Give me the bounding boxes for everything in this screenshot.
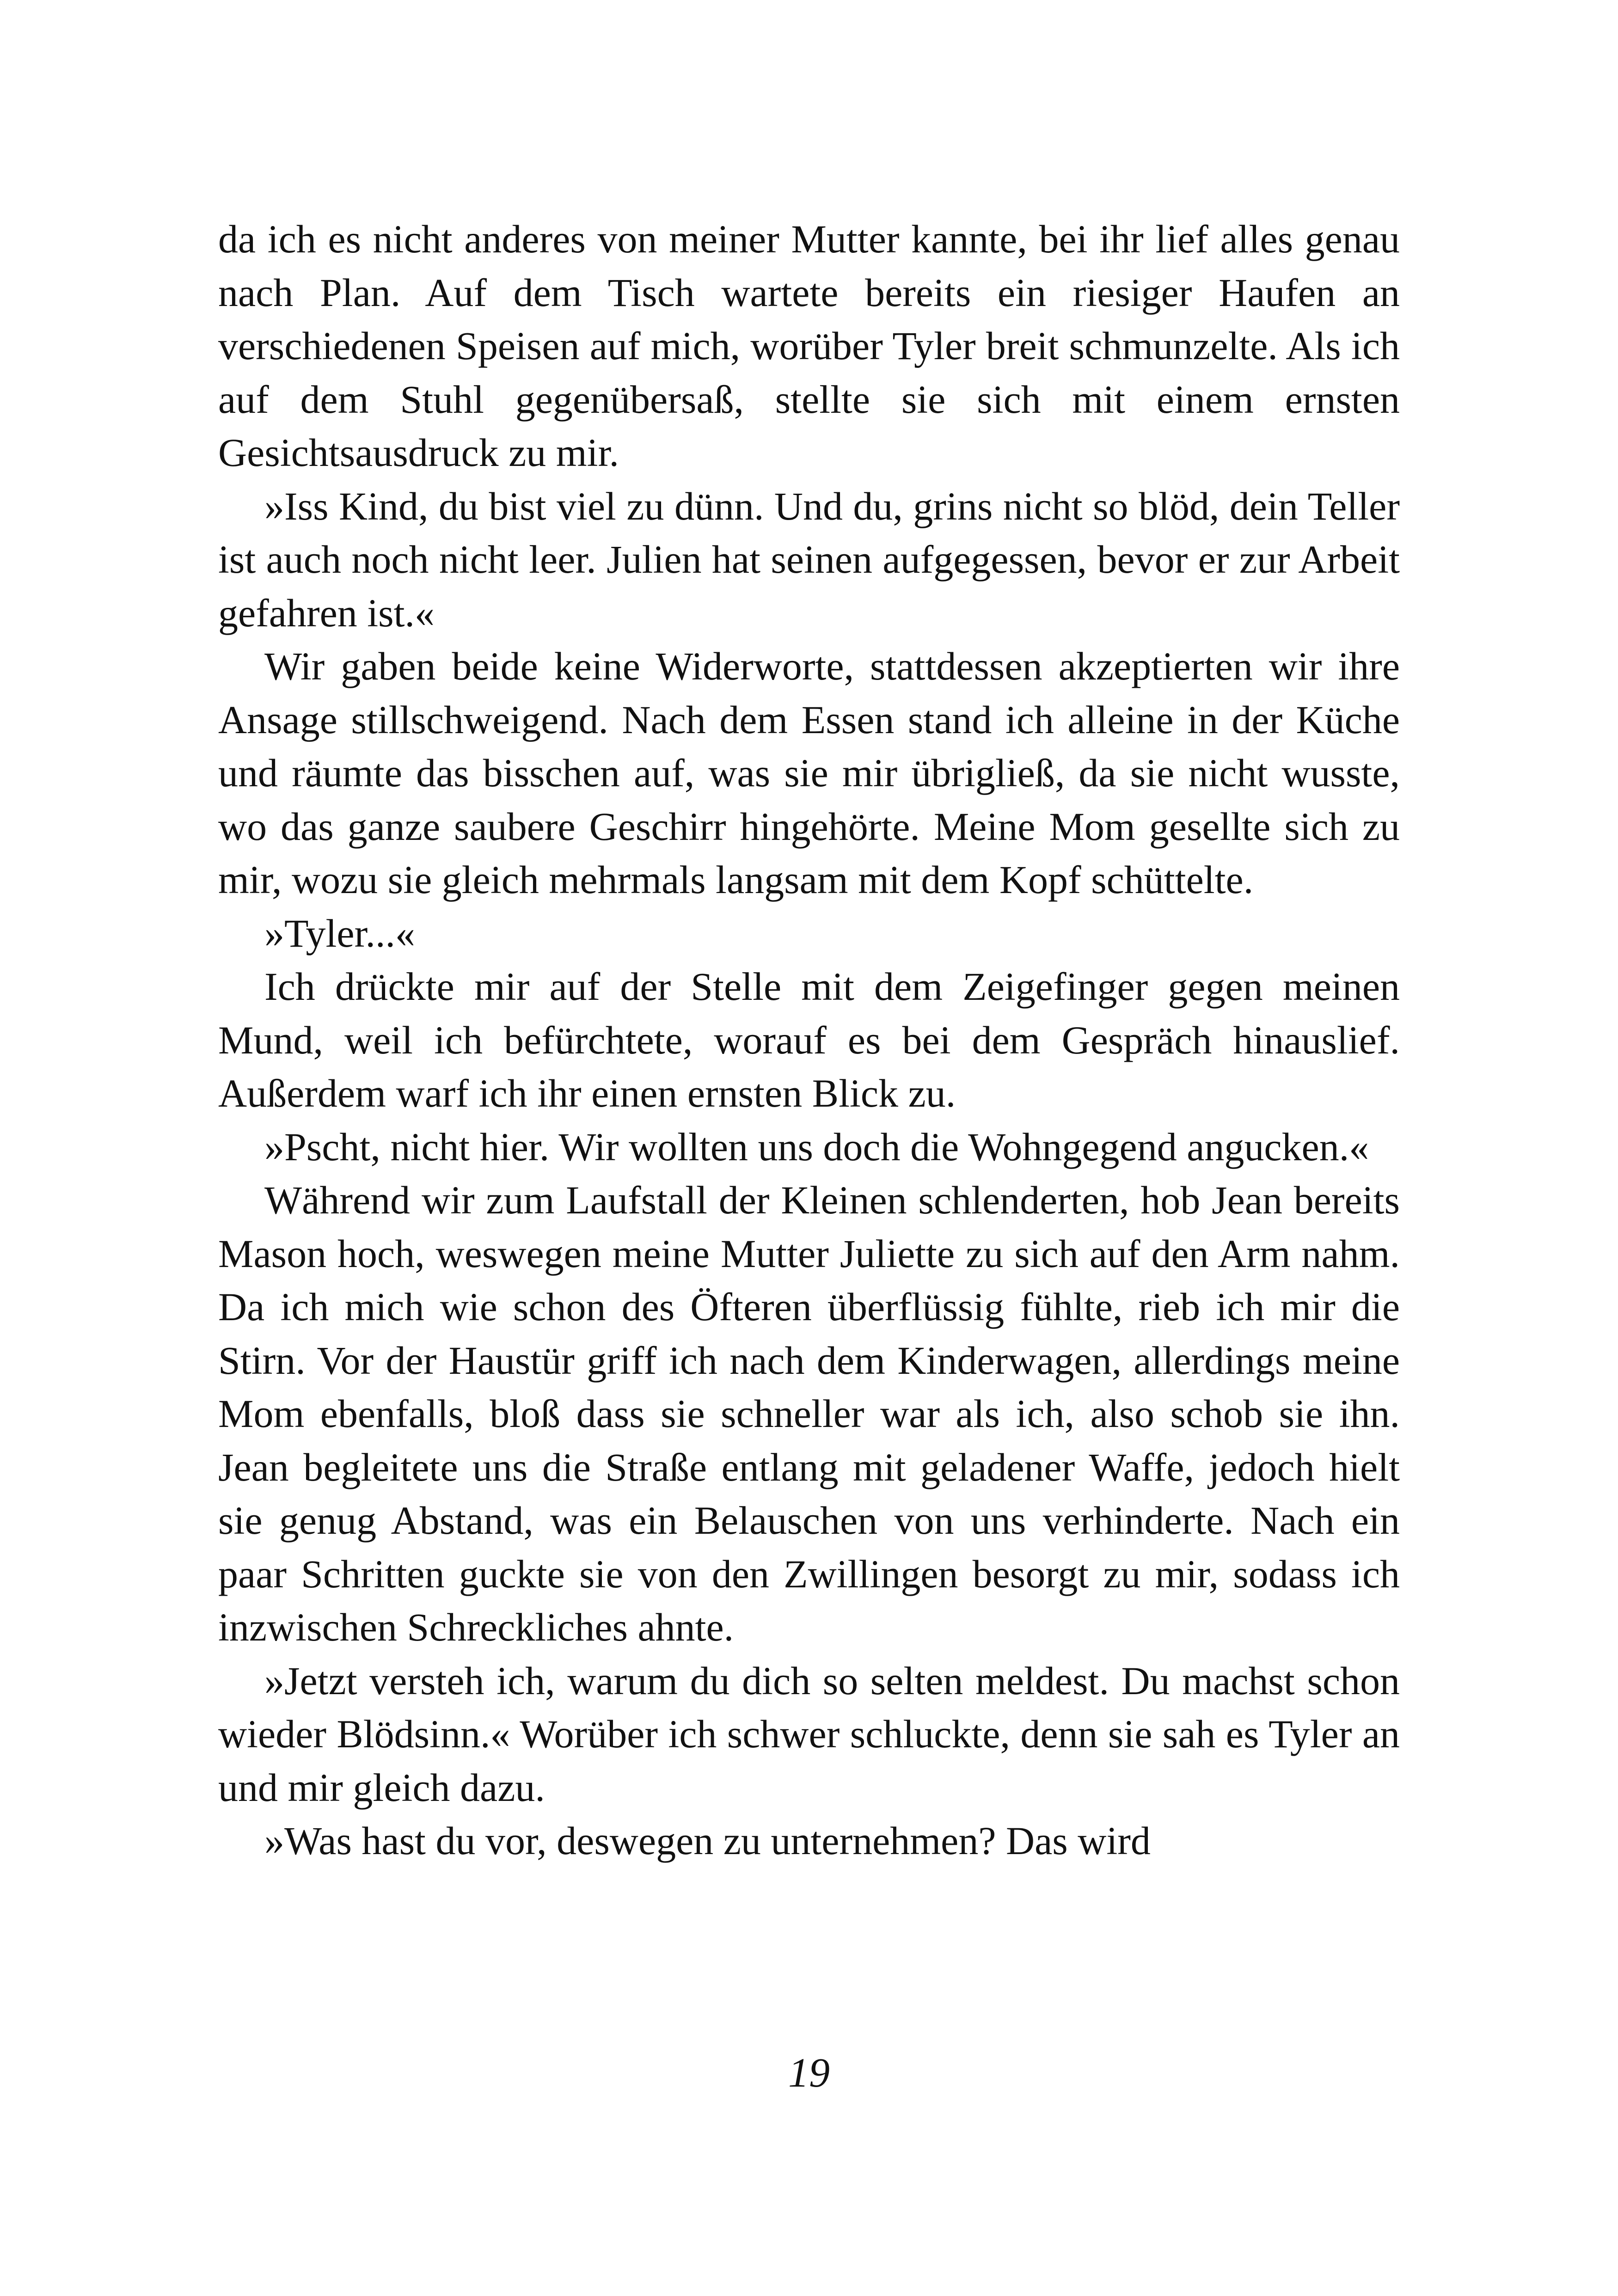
paragraph: »Iss Kind, du bist viel zu dünn. Und du, grins nicht so blöd, dein Teller ist auch noch nicht leer. Julien hat seinen aufgegessen, bevor er zur Arbeit gefahren ist.« bbox=[218, 484, 1400, 635]
paragraph: »Pscht, nicht hier. Wir wollten uns doch die Wohngegend angucken.« bbox=[264, 1124, 1369, 1169]
paragraph: Wir gaben beide keine Widerworte, stattdessen akzeptierten wir ihre Ansage stillschweigend. Nach dem Essen stand ich alleine in der Küche und räumte das bisschen auf, was sie mir übrigließ, da sie nicht wusste, wo das ganze saubere Geschirr hingehörte. Meine Mom gesellte sich zu mir, wozu sie gleich mehrmals langsam mit dem Kopf schüttelte. bbox=[218, 644, 1400, 902]
paragraph: Ich drückte mir auf der Stelle mit dem Zeigefinger gegen meinen Mund, weil ich befürchtete, worauf es bei dem Gespräch hinauslief. Außerdem warf ich ihr einen ernsten Blick zu. bbox=[218, 964, 1400, 1115]
body-text bbox=[218, 213, 1400, 1868]
paragraph: Während wir zum Laufstall der Kleinen schlenderten, hob Jean bereits Mason hoch, weswegen meine Mutter Juliette zu sich auf den Arm nahm. Da ich mich wie schon des Öfteren überflüssig fühlte, rieb ich mir die Stirn. Vor der Haustür griff ich nach dem Kinderwagen, allerdings meine Mom ebenfalls, bloß dass sie schneller war als ich, also schob sie ihn. Jean begleitete uns die Straße entlang mit geladener Waffe, jedoch hielt sie genug Abstand, was ein Belauschen von uns verhinderte. Nach ein paar Schritten guckte sie von den Zwillingen besorgt zu mir, sodass ich inzwischen Schreckliches ahnte. bbox=[218, 1178, 1400, 1649]
page-number: 19 bbox=[788, 2050, 830, 2096]
paragraph: da ich es nicht anderes von meiner Mutter kannte, bei ihr lief alles genau nach Plan. Auf dem Tisch wartete bereits ein riesiger Haufen an verschiedenen Speisen auf mich, worüber Tyler breit schmunzelte. Als ich auf dem Stuhl gegenübersaß, stellte sie sich mit einem ernsten Gesichtsausdruck zu mir. bbox=[218, 217, 1400, 475]
paragraph: »Jetzt versteh ich, warum du dich so selten meldest. Du machst schon wieder Blödsinn.« Worüber ich schwer schluckte, denn sie sah es Tyler an und mir gleich dazu. bbox=[218, 1658, 1400, 1810]
paragraph: »Tyler...« bbox=[264, 911, 415, 955]
paragraph: »Was hast du vor, deswegen zu unternehmen? Das wird bbox=[264, 1818, 1151, 1863]
